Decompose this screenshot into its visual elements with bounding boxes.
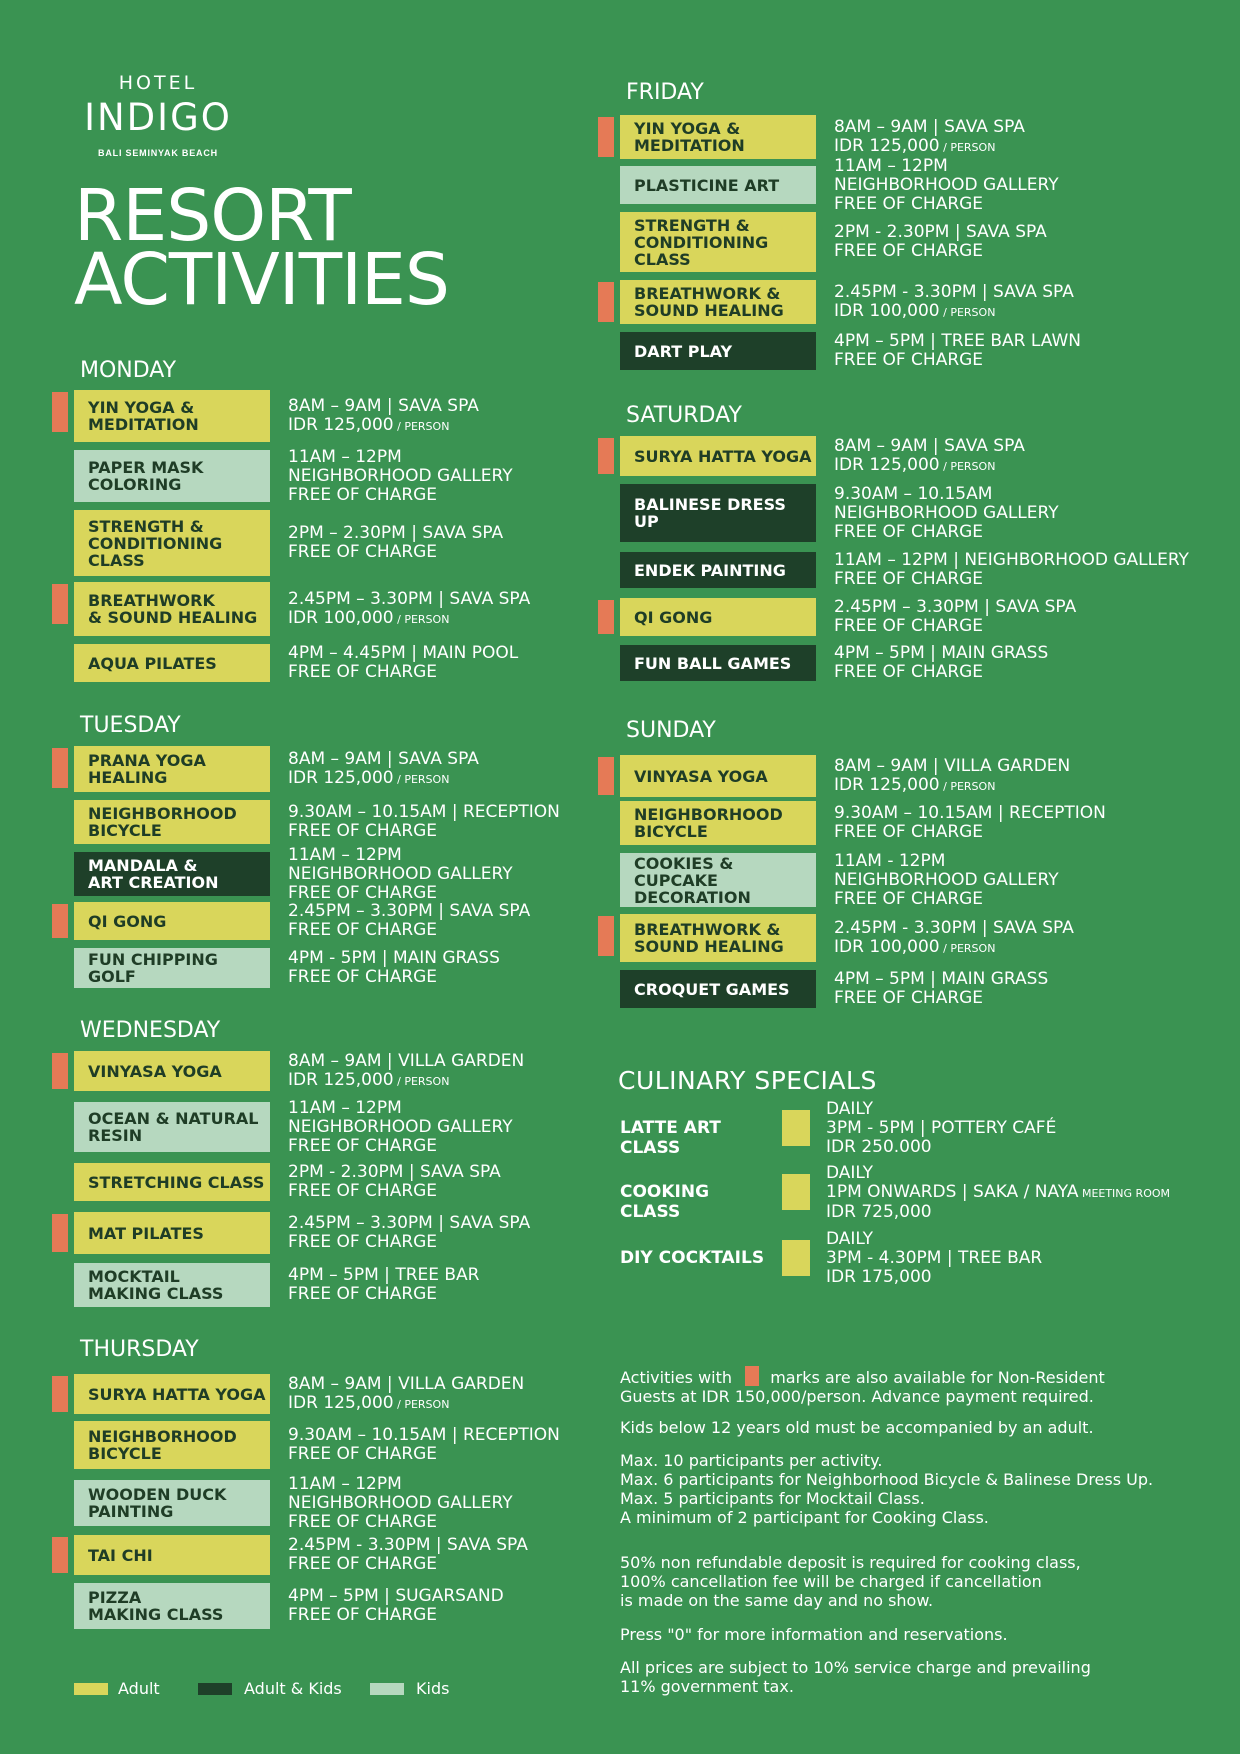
non-resident-mark bbox=[598, 600, 614, 634]
activity-detail-line: 4PM – 5PM | SUGARSAND bbox=[288, 1586, 504, 1606]
activity-details bbox=[834, 485, 1059, 542]
culinary-name: DIY COCKTAILS bbox=[620, 1248, 765, 1268]
per-person-suffix: / PERSON bbox=[393, 1398, 450, 1411]
activity-label: TAI CHI bbox=[74, 1535, 270, 1575]
non-resident-mark bbox=[598, 916, 614, 956]
culinary-detail-line: 3PM - 5PM | POTTERY CAFÉ bbox=[826, 1118, 1057, 1138]
activity-detail-line: 9.30AM – 10.15AM | RECEPTION bbox=[288, 1425, 560, 1445]
notes-deposit: 50% non refundable deposit is required for cooking class, 100% cancellation fee will be charged if cancellation is made on the same day and no show. bbox=[620, 1553, 1081, 1610]
per-person-suffix: / PERSON bbox=[393, 1075, 450, 1088]
activity-detail-line: FREE OF CHARGE bbox=[288, 542, 438, 562]
day-heading-friday: FRIDAY bbox=[626, 80, 704, 105]
culinary-detail-line: DAILY bbox=[826, 1163, 874, 1183]
activity-detail-line: NEIGHBORHOOD GALLERY bbox=[834, 870, 1059, 890]
activity-detail-line: 8AM – 9AM | SAVA SPA bbox=[834, 436, 1025, 456]
activity-detail-line: 2.45PM - 3.30PM | SAVA SPA bbox=[288, 1535, 528, 1555]
activity-label: FUN BALL GAMES bbox=[620, 645, 816, 681]
activity-detail-line: FREE OF CHARGE bbox=[288, 485, 438, 505]
page-title: RESORT ACTIVITIES bbox=[74, 174, 449, 321]
activity-label: WOODEN DUCK PAINTING bbox=[74, 1480, 270, 1526]
activity-details bbox=[288, 1375, 524, 1414]
activity-detail-line: 8AM – 9AM | VILLA GARDEN bbox=[288, 1051, 525, 1071]
activity-label: YIN YOGA & MEDITATION bbox=[620, 115, 816, 159]
activity-detail-line: NEIGHBORHOOD GALLERY bbox=[288, 1493, 513, 1513]
culinary-detail-line: IDR 725,000 bbox=[826, 1202, 932, 1222]
activity-label: NEIGHBORHOOD BICYCLE bbox=[620, 801, 816, 845]
activity-detail-line: FREE OF CHARGE bbox=[288, 821, 438, 841]
activity-details bbox=[288, 1266, 480, 1304]
activity-detail-line: IDR 125,000 / PERSON bbox=[288, 415, 450, 435]
activity-detail-line: FREE OF CHARGE bbox=[288, 967, 438, 987]
non-resident-mark bbox=[598, 438, 614, 474]
activity-label: PLASTICINE ART bbox=[620, 166, 816, 204]
activity-details bbox=[288, 1536, 528, 1574]
activity-details bbox=[834, 598, 1076, 636]
culinary-detail-line: IDR 250.000 bbox=[826, 1137, 932, 1157]
activity-details bbox=[288, 750, 479, 789]
activity-label: ENDEK PAINTING bbox=[620, 552, 816, 588]
activity-detail-line: 2.45PM – 3.30PM | SAVA SPA bbox=[288, 1213, 531, 1233]
activity-details bbox=[834, 437, 1025, 476]
activity-detail-line: FREE OF CHARGE bbox=[288, 920, 438, 940]
brand-location: BALI SEMINYAK BEACH bbox=[98, 148, 218, 158]
activity-details bbox=[288, 397, 479, 436]
activity-detail-line: 4PM – 4.45PM | MAIN POOL bbox=[288, 643, 519, 663]
legend-swatch-adult-kids bbox=[198, 1683, 232, 1695]
non-resident-mark bbox=[52, 584, 68, 624]
activity-detail-line: 11AM - 12PM bbox=[834, 851, 946, 871]
day-heading-monday: MONDAY bbox=[80, 358, 177, 383]
activity-detail-line: NEIGHBORHOOD GALLERY bbox=[288, 1117, 513, 1137]
notes-max: Max. 10 participants per activity. Max. 6 participants for Neighborhood Bicycle & Balinese Dress Up. Max. 5 participants for Mocktail Class. A minimum of 2 participant for Cooking Class. bbox=[620, 1451, 1154, 1527]
activity-detail-line: 4PM – 5PM | TREE BAR LAWN bbox=[834, 331, 1081, 351]
culinary-detail-line: 1PM ONWARDS | SAKA / NAYA MEETING ROOM bbox=[826, 1182, 1171, 1202]
activity-label: VINYASA YOGA bbox=[620, 755, 816, 797]
activity-details bbox=[834, 970, 1048, 1008]
activity-detail-line: NEIGHBORHOOD GALLERY bbox=[288, 466, 513, 486]
activity-detail-line: IDR 125,000 / PERSON bbox=[288, 768, 450, 788]
activity-detail-line: FREE OF CHARGE bbox=[834, 616, 984, 636]
culinary-detail-line: DAILY bbox=[826, 1099, 874, 1119]
activity-label: PIZZA MAKING CLASS bbox=[74, 1583, 270, 1629]
notes-kids: Kids below 12 years old must be accompanied by an adult. bbox=[620, 1418, 1094, 1437]
activity-label: STRENGTH & CONDITIONING CLASS bbox=[620, 212, 816, 272]
activity-details bbox=[288, 1163, 501, 1201]
culinary-detail-line: DAILY bbox=[826, 1229, 874, 1249]
culinary-swatch bbox=[782, 1110, 810, 1146]
activity-detail-line: 2.45PM – 3.30PM | SAVA SPA bbox=[834, 597, 1077, 617]
non-resident-mark bbox=[52, 748, 68, 788]
activity-detail-line: FREE OF CHARGE bbox=[834, 194, 984, 214]
activity-details bbox=[288, 448, 513, 505]
culinary-details bbox=[826, 1164, 1170, 1222]
activity-label: AQUA PILATES bbox=[74, 644, 270, 682]
activity-detail-line: FREE OF CHARGE bbox=[288, 1605, 438, 1625]
day-heading-wednesday: WEDNESDAY bbox=[80, 1018, 221, 1043]
per-person-suffix: / PERSON bbox=[393, 613, 450, 626]
activity-label: BREATHWORK & SOUND HEALING bbox=[620, 280, 816, 324]
non-resident-mark bbox=[52, 1053, 68, 1089]
activity-details bbox=[288, 1052, 524, 1091]
notes-press: Press "0" for more information and reservations. bbox=[620, 1625, 1008, 1644]
activity-detail-line: IDR 125,000 / PERSON bbox=[834, 136, 996, 156]
activity-detail-line: 2PM – 2.30PM | SAVA SPA bbox=[288, 523, 504, 543]
activity-detail-line: FREE OF CHARGE bbox=[288, 1554, 438, 1574]
activity-detail-line: NEIGHBORHOOD GALLERY bbox=[834, 175, 1059, 195]
activity-detail-line: 8AM – 9AM | VILLA GARDEN bbox=[834, 756, 1071, 776]
mark-swatch bbox=[745, 1366, 759, 1386]
activity-label: MAT PILATES bbox=[74, 1212, 270, 1254]
activity-detail-line: 11AM – 12PM bbox=[288, 447, 402, 467]
activity-details bbox=[834, 283, 1074, 322]
activity-detail-line: 4PM - 5PM | MAIN GRASS bbox=[288, 948, 500, 968]
day-heading-sunday: SUNDAY bbox=[626, 718, 716, 743]
activity-detail-line: 8AM – 9AM | SAVA SPA bbox=[288, 749, 479, 769]
activity-details bbox=[834, 644, 1048, 682]
activity-detail-line: IDR 125,000 / PERSON bbox=[288, 1070, 450, 1090]
activity-detail-line: NEIGHBORHOOD GALLERY bbox=[288, 864, 513, 884]
activity-detail-line: 11AM – 12PM bbox=[288, 1474, 402, 1494]
activity-detail-line: IDR 125,000 / PERSON bbox=[834, 455, 996, 475]
activity-detail-line: FREE OF CHARGE bbox=[834, 522, 984, 542]
activity-details bbox=[288, 644, 518, 682]
culinary-name: LATTE ART CLASS bbox=[620, 1118, 721, 1158]
activity-detail-line: IDR 100,000 / PERSON bbox=[288, 608, 450, 628]
activity-details bbox=[288, 1426, 560, 1464]
activity-details bbox=[288, 1214, 530, 1252]
activity-label: SURYA HATTA YOGA bbox=[620, 436, 816, 476]
activity-details bbox=[288, 1099, 513, 1156]
activity-detail-line: FREE OF CHARGE bbox=[834, 350, 984, 370]
activity-label: FUN CHIPPING GOLF bbox=[74, 948, 270, 988]
activity-label: NEIGHBORHOOD BICYCLE bbox=[74, 1421, 270, 1469]
activity-label: BREATHWORK & SOUND HEALING bbox=[74, 582, 270, 636]
activity-label: DART PLAY bbox=[620, 332, 816, 370]
activity-details bbox=[288, 1475, 513, 1532]
culinary-suffix: MEETING ROOM bbox=[1078, 1187, 1171, 1200]
activity-detail-line: 11AM – 12PM bbox=[288, 845, 402, 865]
per-person-suffix: / PERSON bbox=[393, 420, 450, 433]
activity-label: QI GONG bbox=[74, 902, 270, 940]
activity-detail-line: IDR 125,000 / PERSON bbox=[834, 775, 996, 795]
activity-details bbox=[288, 902, 530, 940]
activity-details bbox=[834, 332, 1081, 370]
activity-details bbox=[834, 804, 1106, 842]
non-resident-mark bbox=[52, 1537, 68, 1573]
non-resident-mark bbox=[52, 1376, 68, 1412]
activity-detail-line: FREE OF CHARGE bbox=[834, 569, 984, 589]
legend-adult-kids: Adult & Kids bbox=[244, 1679, 342, 1698]
notes-mark: Activities with marks are also available for Non-Resident Guests at IDR 150,000/person. Advance payment required. bbox=[620, 1368, 1105, 1406]
activity-detail-line: NEIGHBORHOOD GALLERY bbox=[834, 503, 1059, 523]
per-person-suffix: / PERSON bbox=[393, 773, 450, 786]
per-person-suffix: / PERSON bbox=[939, 306, 996, 319]
non-resident-mark bbox=[52, 392, 68, 432]
activity-label: SURYA HATTA YOGA bbox=[74, 1374, 270, 1414]
activity-details bbox=[288, 846, 513, 903]
activity-detail-line: FREE OF CHARGE bbox=[834, 662, 984, 682]
activity-label: YIN YOGA & MEDITATION bbox=[74, 390, 270, 442]
activity-detail-line: 11AM – 12PM bbox=[288, 1098, 402, 1118]
activity-detail-line: FREE OF CHARGE bbox=[288, 883, 438, 903]
brand-indigo: INDIGO bbox=[84, 96, 232, 139]
culinary-title: CULINARY SPECIALS bbox=[618, 1066, 877, 1095]
day-heading-thursday: THURSDAY bbox=[80, 1337, 199, 1362]
activity-label: VINYASA YOGA bbox=[74, 1051, 270, 1091]
non-resident-mark bbox=[598, 282, 614, 322]
non-resident-mark bbox=[598, 117, 614, 157]
activity-label: QI GONG bbox=[620, 598, 816, 636]
activity-detail-line: 4PM – 5PM | MAIN GRASS bbox=[834, 643, 1049, 663]
brand-hotel: HOTEL bbox=[118, 72, 198, 94]
activity-label: BALINESE DRESS UP bbox=[620, 484, 816, 542]
activity-details bbox=[834, 157, 1059, 214]
activity-detail-line: FREE OF CHARGE bbox=[288, 1232, 438, 1252]
activity-detail-line: FREE OF CHARGE bbox=[834, 988, 984, 1008]
activity-detail-line: 8AM – 9AM | VILLA GARDEN bbox=[288, 1374, 525, 1394]
activity-label: MANDALA & ART CREATION bbox=[74, 852, 270, 896]
activity-detail-line: 2PM - 2.30PM | SAVA SPA bbox=[834, 222, 1047, 242]
activity-detail-line: 4PM – 5PM | MAIN GRASS bbox=[834, 969, 1049, 989]
culinary-details bbox=[826, 1100, 1056, 1157]
activity-detail-line: 2PM - 2.30PM | SAVA SPA bbox=[288, 1162, 501, 1182]
per-person-suffix: / PERSON bbox=[939, 780, 996, 793]
activity-details bbox=[834, 852, 1059, 909]
culinary-swatch bbox=[782, 1240, 810, 1276]
activity-detail-line: 8AM – 9AM | SAVA SPA bbox=[288, 396, 479, 416]
activity-detail-line: FREE OF CHARGE bbox=[288, 1444, 438, 1464]
culinary-name: COOKING CLASS bbox=[620, 1182, 710, 1222]
legend-swatch-adult bbox=[74, 1683, 108, 1695]
culinary-swatch bbox=[782, 1174, 810, 1210]
non-resident-mark bbox=[52, 904, 68, 938]
activity-detail-line: FREE OF CHARGE bbox=[288, 1284, 438, 1304]
activity-label: OCEAN & NATURAL RESIN bbox=[74, 1102, 270, 1152]
activity-details bbox=[834, 551, 1189, 589]
activity-detail-line: 2.45PM – 3.30PM | SAVA SPA bbox=[288, 901, 531, 921]
activity-label: CROQUET GAMES bbox=[620, 970, 816, 1008]
culinary-details bbox=[826, 1230, 1042, 1287]
activity-label: NEIGHBORHOOD BICYCLE bbox=[74, 800, 270, 844]
activity-details bbox=[288, 590, 530, 629]
activity-label: PRANA YOGA HEALING bbox=[74, 746, 270, 792]
activity-detail-line: 9.30AM – 10.15AM | RECEPTION bbox=[288, 802, 560, 822]
non-resident-mark bbox=[52, 1214, 68, 1252]
activity-details bbox=[288, 1587, 504, 1625]
activity-details bbox=[288, 949, 500, 987]
culinary-detail-line: 3PM - 4.30PM | TREE BAR bbox=[826, 1248, 1043, 1268]
activity-detail-line: 2.45PM - 3.30PM | SAVA SPA bbox=[834, 918, 1074, 938]
activity-detail-line: 4PM – 5PM | TREE BAR bbox=[288, 1265, 480, 1285]
activity-detail-line: IDR 100,000 / PERSON bbox=[834, 301, 996, 321]
activity-detail-line: IDR 100,000 / PERSON bbox=[834, 937, 996, 957]
activity-detail-line: FREE OF CHARGE bbox=[834, 889, 984, 909]
day-heading-tuesday: TUESDAY bbox=[80, 713, 181, 738]
activity-label: STRETCHING CLASS bbox=[74, 1163, 270, 1201]
activity-detail-line: FREE OF CHARGE bbox=[288, 1136, 438, 1156]
activity-detail-line: IDR 125,000 / PERSON bbox=[288, 1393, 450, 1413]
activity-details bbox=[834, 223, 1047, 261]
activity-detail-line: FREE OF CHARGE bbox=[288, 1512, 438, 1532]
activity-details bbox=[288, 524, 503, 562]
activity-detail-line: 11AM – 12PM | NEIGHBORHOOD GALLERY bbox=[834, 550, 1189, 570]
activity-detail-line: 8AM – 9AM | SAVA SPA bbox=[834, 117, 1025, 137]
activity-label: MOCKTAIL MAKING CLASS bbox=[74, 1263, 270, 1307]
legend-adult: Adult bbox=[118, 1679, 160, 1698]
activity-details bbox=[834, 757, 1070, 796]
activity-details bbox=[288, 803, 560, 841]
activity-detail-line: FREE OF CHARGE bbox=[834, 822, 984, 842]
culinary-detail-line: IDR 175,000 bbox=[826, 1267, 932, 1287]
per-person-suffix: / PERSON bbox=[939, 141, 996, 154]
legend-kids: Kids bbox=[416, 1679, 450, 1698]
activity-detail-line: 2.45PM – 3.30PM | SAVA SPA bbox=[288, 589, 531, 609]
activity-label: COOKIES & CUPCAKE DECORATION bbox=[620, 853, 816, 907]
legend-swatch-kids bbox=[370, 1683, 404, 1695]
activity-detail-line: FREE OF CHARGE bbox=[834, 241, 984, 261]
activity-details bbox=[834, 118, 1025, 157]
activity-details bbox=[834, 919, 1074, 958]
activity-detail-line: 9.30AM – 10.15AM bbox=[834, 484, 993, 504]
activity-detail-line: FREE OF CHARGE bbox=[288, 1181, 438, 1201]
activity-detail-line: FREE OF CHARGE bbox=[288, 662, 438, 682]
notes-prices: All prices are subject to 10% service charge and prevailing 11% government tax. bbox=[620, 1658, 1091, 1696]
activity-detail-line: 11AM – 12PM bbox=[834, 156, 948, 176]
activity-detail-line: 9.30AM – 10.15AM | RECEPTION bbox=[834, 803, 1106, 823]
day-heading-saturday: SATURDAY bbox=[626, 403, 742, 428]
activity-detail-line: 2.45PM - 3.30PM | SAVA SPA bbox=[834, 282, 1074, 302]
activity-label: BREATHWORK & SOUND HEALING bbox=[620, 914, 816, 962]
activity-label: STRENGTH & CONDITIONING CLASS bbox=[74, 510, 270, 576]
non-resident-mark bbox=[598, 757, 614, 795]
per-person-suffix: / PERSON bbox=[939, 460, 996, 473]
activity-label: PAPER MASK COLORING bbox=[74, 450, 270, 502]
per-person-suffix: / PERSON bbox=[939, 942, 996, 955]
